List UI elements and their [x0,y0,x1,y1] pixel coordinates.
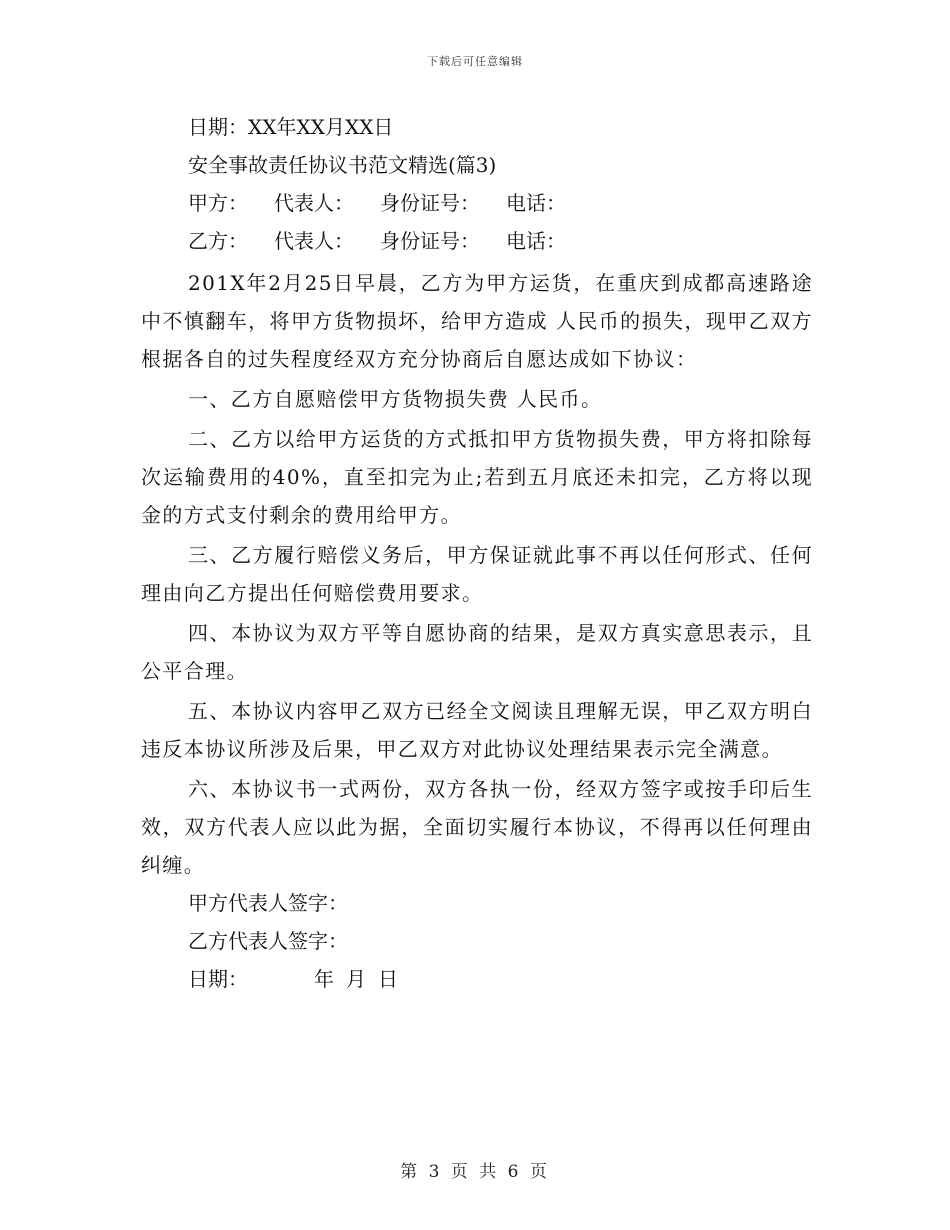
clause-5: 五、本协议内容甲乙双方已经全文阅读且理解无误，甲乙双方明白违反本协议所涉及后果，甲乙双方对此协议处理结果表示完全满意。 [141,699,813,761]
clause-1: 一、乙方自愿赔偿甲方货物损失费 人民币。 [188,387,603,411]
party-a-rep-label: 代表人： [274,191,354,215]
signature-a-line: 甲方代表人签字： [188,891,348,915]
paragraph-intro: 201X年2月25日早晨，乙方为甲方运货，在重庆到成都高速路途中不慎翻车，将甲方货物损坏，给甲方造成 人民币的损失，现甲乙双方根据各自的过失程度经双方充分协商后自愿达成如下协议： [141,271,813,371]
date-line: 日期：XX年XX月XX日 [188,115,394,139]
party-a-label: 甲方： [188,191,248,215]
end-date-year: 年 [314,967,334,991]
party-a-line [141,188,813,218]
clause-2: 二、乙方以给甲方运货的方式抵扣甲方货物损失费，甲方将扣除每次运输费用的40%，直至扣完为止;若到五月底还未扣完，乙方将以现金的方式支付剩余的费用给甲方。 [141,427,813,527]
document-body [141,112,813,1002]
signature-b-line: 乙方代表人签字： [188,929,348,953]
section-title: 安全事故责任协议书范文精选(篇3) [188,153,497,177]
end-date-day: 日 [378,967,398,991]
end-date-month: 月 [346,967,366,991]
download-note: 下载后可任意编辑 [427,55,523,68]
party-b-line [141,226,813,256]
party-b-label: 乙方： [188,229,248,253]
clause-6: 六、本协议书一式两份，双方各执一份，经双方签字或按手印后生效，双方代表人应以此为据，全面切实履行本协议，不得再以任何理由纠缠。 [141,777,813,877]
clause-3: 三、乙方履行赔偿义务后，甲方保证就此事不再以任何形式、任何理由向乙方提出任何赔偿费用要求。 [141,543,813,605]
party-a-phone-label: 电话： [506,191,566,215]
end-date-label: 日期： [188,967,248,991]
end-date-line [141,964,813,994]
party-b-id-label: 身份证号： [380,229,480,253]
party-b-rep-label: 代表人： [274,229,354,253]
party-b-phone-label: 电话： [506,229,566,253]
page-number-footer: 第 3 页 共 6 页 [400,1162,550,1182]
clause-4: 四、本协议为双方平等自愿协商的结果，是双方真实意思表示，且公平合理。 [141,621,813,683]
party-a-id-label: 身份证号： [380,191,480,215]
